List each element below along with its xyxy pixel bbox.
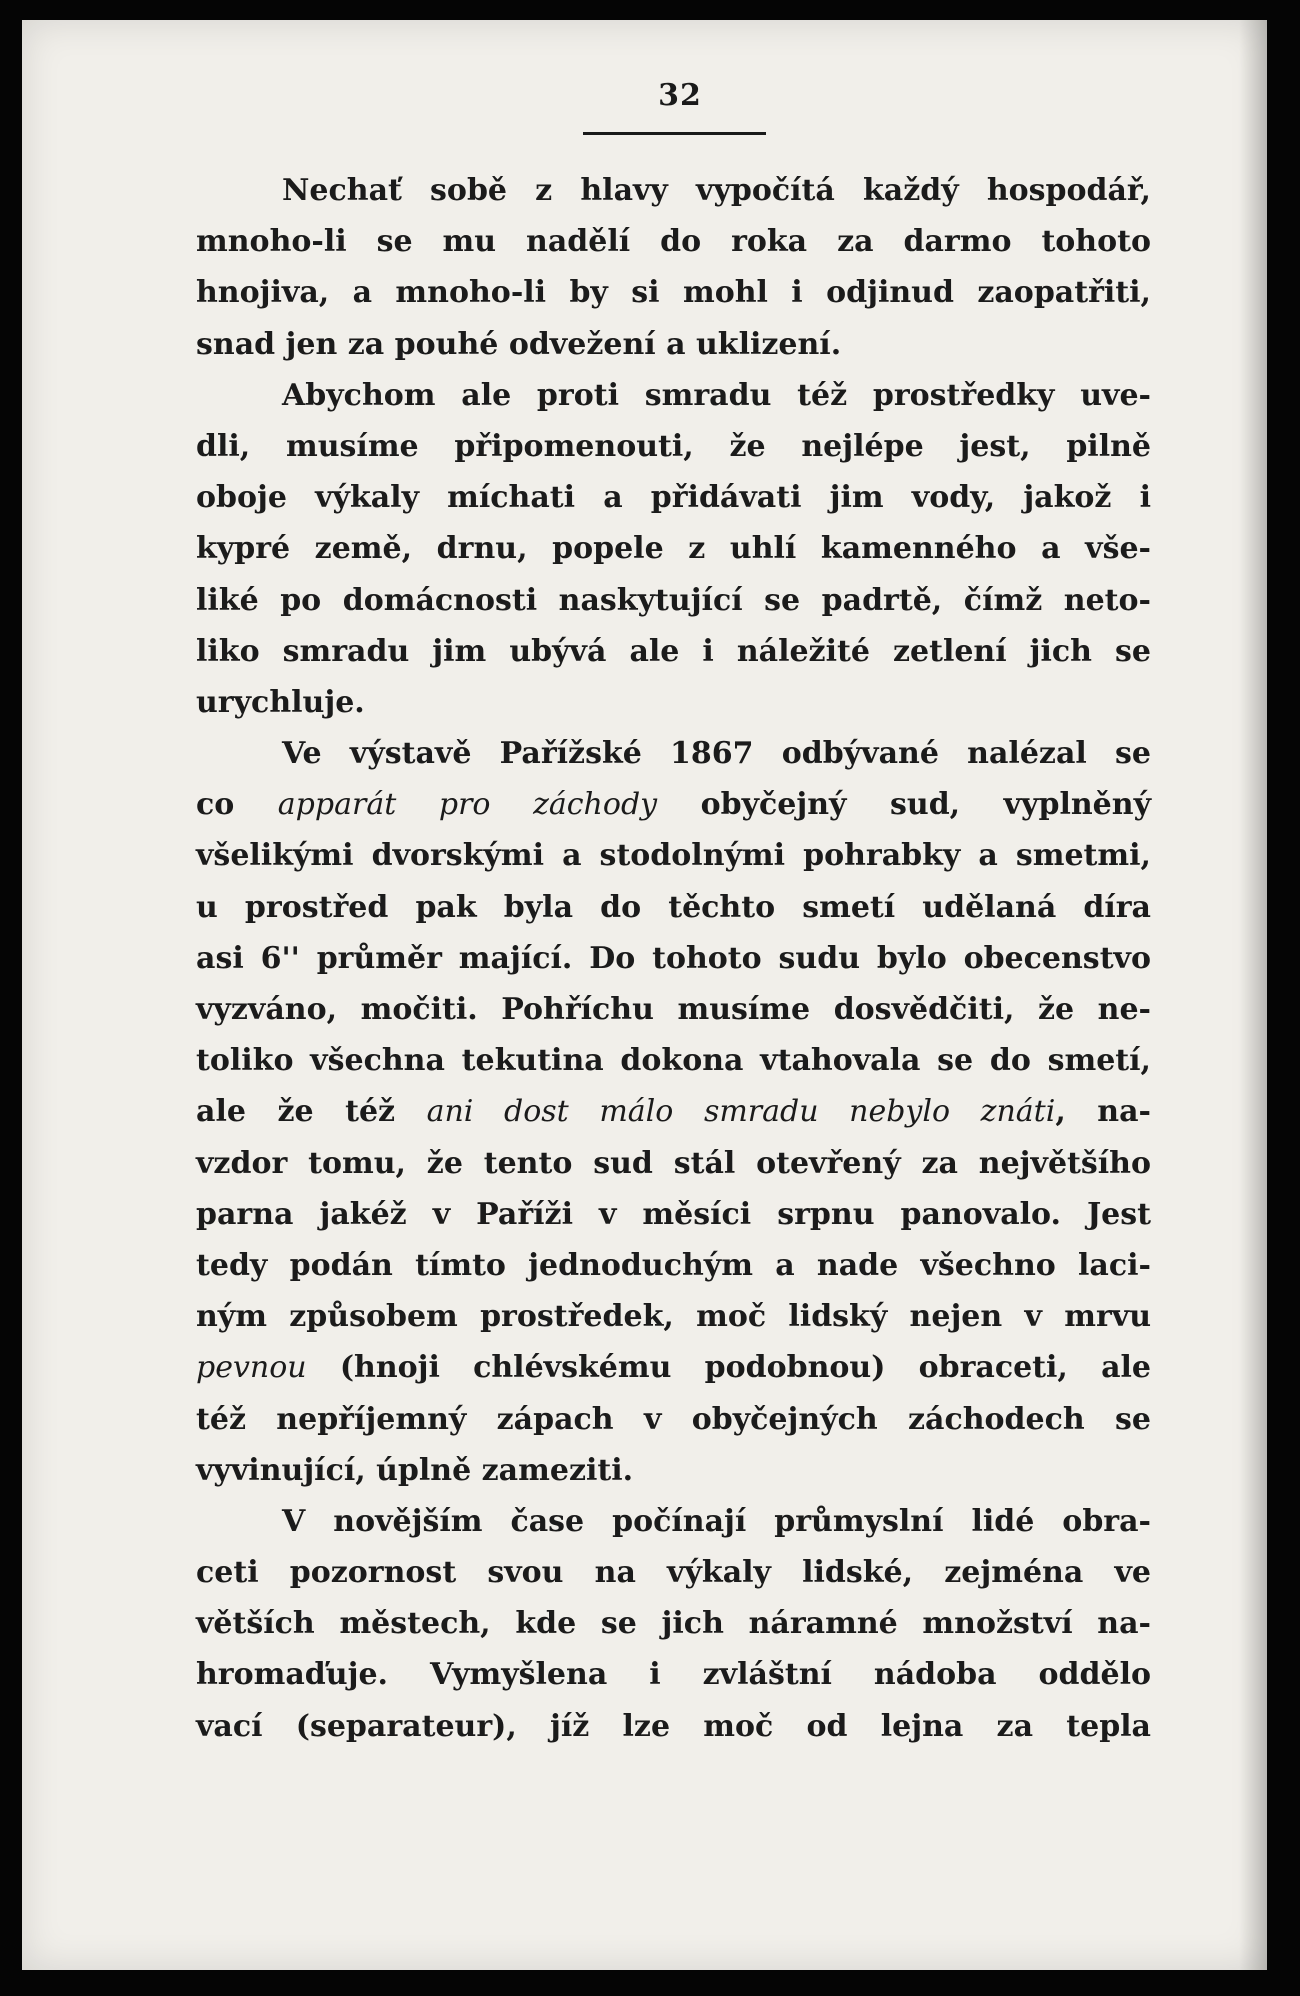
- text-run: všelikými dvorskými a stodolnými pohrabky a smetmi,: [196, 838, 1151, 874]
- text-line: [196, 626, 1151, 677]
- text-line: [196, 1086, 1151, 1137]
- text-run: , na-: [1055, 1094, 1151, 1130]
- italic-text: pevnou: [196, 1350, 307, 1386]
- text-run: co: [196, 787, 278, 823]
- text-line: [196, 677, 1151, 728]
- text-run: hnojiva, a mnoho-li by si mohl i odjinud zaopatřiti,: [196, 275, 1151, 311]
- text-line: [196, 1547, 1151, 1598]
- text-run: toliko všechna tekutina dokona vtahovala se do smetí,: [196, 1043, 1151, 1079]
- text-run: tedy podán tímto jednoduchým a nade všechno laci-: [196, 1247, 1151, 1283]
- text-run: kypré země, drnu, popele z uhlí kamenného a vše-: [196, 531, 1151, 567]
- text-run: vyvinující, úplně zameziti.: [196, 1452, 634, 1488]
- text-line: [196, 575, 1151, 626]
- text-line: [196, 216, 1151, 267]
- text-line: [196, 882, 1151, 933]
- text-run: urychluje.: [196, 684, 365, 720]
- text-run: Ve výstavě Pařížské 1867 odbývané nalézal se: [282, 736, 1151, 772]
- text-line: [196, 933, 1151, 984]
- text-line: [196, 319, 1151, 370]
- text-line: [196, 523, 1151, 574]
- text-line: [196, 1138, 1151, 1189]
- text-run: větších městech, kde se jich náramné množství na-: [196, 1606, 1151, 1642]
- text-run: vací (separateur), jíž lze moč od lejna za tepla: [196, 1708, 1151, 1744]
- text-run: Nechať sobě z hlavy vypočítá každý hospodář,: [282, 173, 1151, 208]
- text-run: liké po domácnosti naskytující se padrtě, čímž neto-: [196, 582, 1151, 618]
- text-line: [196, 1649, 1151, 1700]
- page-number: 32: [658, 78, 702, 113]
- text-run: ceti pozornost svou na výkaly lidské, zejména ve: [196, 1555, 1151, 1591]
- text-line: [196, 1189, 1151, 1240]
- text-run: V novějším čase počínají průmyslní lidé obra-: [282, 1503, 1151, 1539]
- header-rule: [583, 132, 766, 135]
- text-line: [196, 1240, 1151, 1291]
- text-line: [196, 779, 1151, 830]
- body-text: [196, 165, 1151, 1752]
- text-run: vyzváno, močiti. Pohříchu musíme dosvědčiti, že ne-: [196, 992, 1151, 1027]
- text-line: [196, 1342, 1151, 1393]
- text-line: [196, 1445, 1151, 1496]
- text-line: [196, 165, 1151, 216]
- text-run: vzdor tomu, že tento sud stál otevřený za největšího: [196, 1145, 1151, 1181]
- text-line: [196, 1496, 1151, 1547]
- text-run: (hnoji chlévskému podobnou) obraceti, ale: [306, 1350, 1151, 1386]
- text-run: též nepříjemný zápach v obyčejných záchodech se: [196, 1401, 1151, 1437]
- text-line: [196, 1291, 1151, 1342]
- text-run: Abychom ale proti smradu též prostředky uve-: [282, 377, 1151, 413]
- italic-text: ani dost málo smradu nebylo znáti: [426, 1094, 1056, 1130]
- text-line: [196, 1035, 1151, 1086]
- text-run: obyčejný sud, vyplněný: [657, 787, 1152, 823]
- page-edge-shadow: [1239, 20, 1267, 1970]
- text-line: [196, 984, 1151, 1035]
- text-run: ale že též: [196, 1094, 427, 1130]
- text-run: ným způsobem prostředek, moč lidský nejen v mrvu: [196, 1299, 1151, 1335]
- text-line: [196, 472, 1151, 523]
- text-line: [196, 830, 1151, 881]
- text-line: [196, 421, 1151, 472]
- text-line: [196, 1701, 1151, 1752]
- text-run: hromaďuje. Vymyšlena i zvláštní nádoba oddělo: [196, 1657, 1151, 1693]
- text-line: [196, 1394, 1151, 1445]
- italic-text: apparát pro záchody: [277, 787, 658, 823]
- text-run: snad jen za pouhé odvežení a uklizení.: [196, 326, 842, 362]
- text-line: [196, 370, 1151, 421]
- text-run: u prostřed pak byla do těchto smetí udělaná díra: [196, 889, 1151, 925]
- text-run: liko smradu jim ubývá ale i náležité zetlení jich se: [196, 633, 1151, 669]
- text-line: [196, 728, 1151, 779]
- text-run: oboje výkaly míchati a přidávati jim vody, jakož i: [196, 480, 1151, 516]
- text-line: [196, 267, 1151, 318]
- text-run: dli, musíme připomenouti, že nejlépe jest, pilně: [196, 428, 1151, 464]
- text-run: parna jakéž v Paříži v měsíci srpnu panovalo. Jest: [196, 1196, 1151, 1232]
- text-line: [196, 1598, 1151, 1649]
- text-run: asi 6'' průměr mající. Do tohoto sudu bylo obecenstvo: [196, 940, 1151, 976]
- text-run: mnoho-li se mu nadělí do roka za darmo tohoto: [196, 224, 1151, 260]
